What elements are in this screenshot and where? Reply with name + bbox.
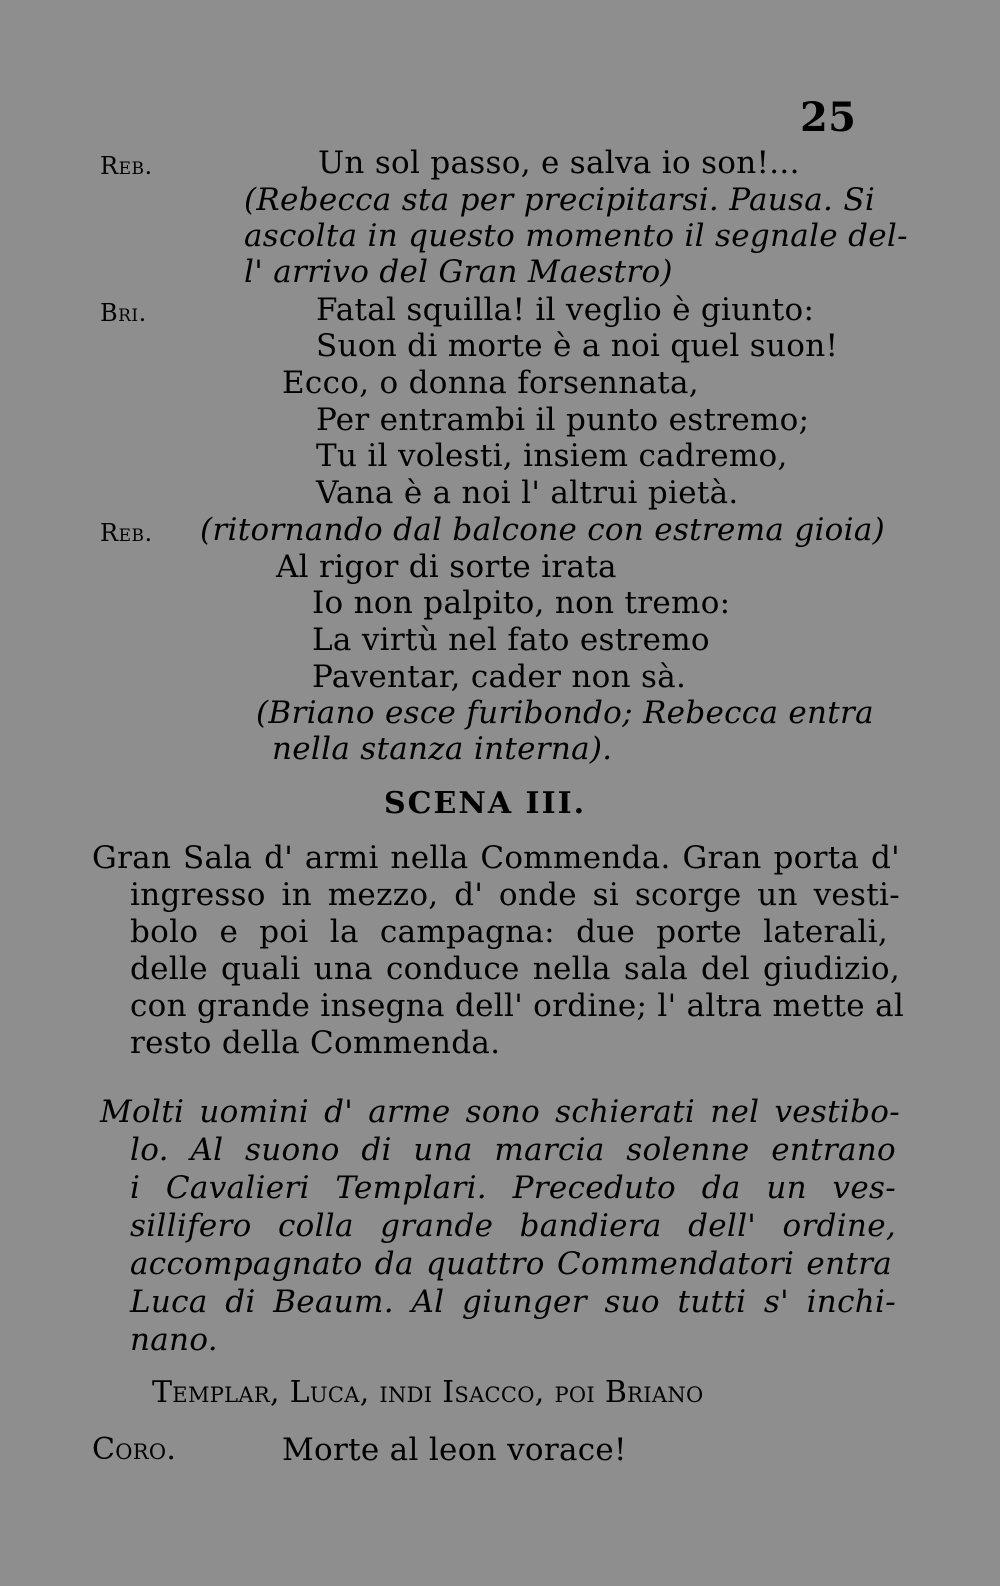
verse-line: Un sol passo, e salva io son!... (318, 145, 800, 181)
verse-line: Tu il volesti, insiem cadremo, (316, 438, 788, 474)
verse-line: Morte al leon vorace! (282, 1432, 627, 1468)
setting-line: resto della Commenda. (130, 1025, 501, 1061)
action-line: Luca di Beaum. Al giunger suo tutti s' inchi- (130, 1284, 896, 1320)
verse-line: Io non palpito, non tremo: (312, 585, 731, 621)
speaker-coro: Coro. (92, 1432, 177, 1467)
stage-direction: (Briano esce furibondo; Rebecca entra (256, 695, 874, 731)
action-line: accompagnato da quattro Commendatori entra (130, 1246, 892, 1282)
verse-line: Fatal squilla! il veglio è giunto: (316, 292, 815, 328)
verse-line: Per entrambi il punto estremo; (316, 402, 810, 438)
setting-line: con grande insegna dell' ordine; l' altra mette al (130, 988, 905, 1024)
verse-line: Al rigor di sorte irata (276, 549, 617, 585)
speaker-rebecca: Reb. (100, 519, 153, 547)
action-line: nano. (130, 1322, 218, 1358)
setting-line: ingresso in mezzo, d' onde si scorge un vesti- (130, 877, 900, 913)
verse-line: Paventar, cader non sà. (312, 659, 687, 695)
action-line: Molti uomini d' arme sono schierati nel vestibo- (100, 1094, 900, 1130)
stage-direction: ascolta in questo momento il segnale del- (244, 218, 908, 254)
action-line: lo. Al suono di una marcia solenne entrano (130, 1132, 896, 1168)
action-line: i Cavalieri Templari. Preceduto da un ves- (130, 1170, 896, 1206)
action-line: sillifero colla grande bandiera dell' ordine, (130, 1208, 896, 1244)
speaker-rebecca: Reb. (100, 152, 153, 180)
speaker-briano: Bri. (100, 299, 147, 327)
setting-line: delle quali una conduce nella sala del giudizio, (130, 951, 900, 987)
verse-line: Suon di morte è a noi quel suon! (316, 328, 839, 364)
stage-direction: (Rebecca sta per precipitarsi. Pausa. Si (244, 182, 876, 218)
verse-line: La virtù nel fato estremo (312, 622, 710, 658)
verse-line: Vana è a noi l' altrui pietà. (316, 475, 739, 511)
setting-line: bolo e poi la campagna: due porte laterali, (130, 914, 888, 950)
setting-line: Gran Sala d' armi nella Commenda. Gran porta d' (92, 840, 900, 876)
stage-direction: nella stanza interna). (272, 731, 613, 767)
characters-list: Templar, Luca, indi Isacco, poi Briano (152, 1375, 704, 1410)
verse-line: Ecco, o donna forsennata, (282, 365, 699, 401)
scene-heading: SCENA III. (384, 786, 587, 821)
stage-direction: l' arrivo del Gran Maestro) (244, 254, 673, 290)
stage-direction: (ritornando dal balcone con estrema gioia) (200, 512, 886, 548)
page-number: 25 (800, 94, 857, 141)
